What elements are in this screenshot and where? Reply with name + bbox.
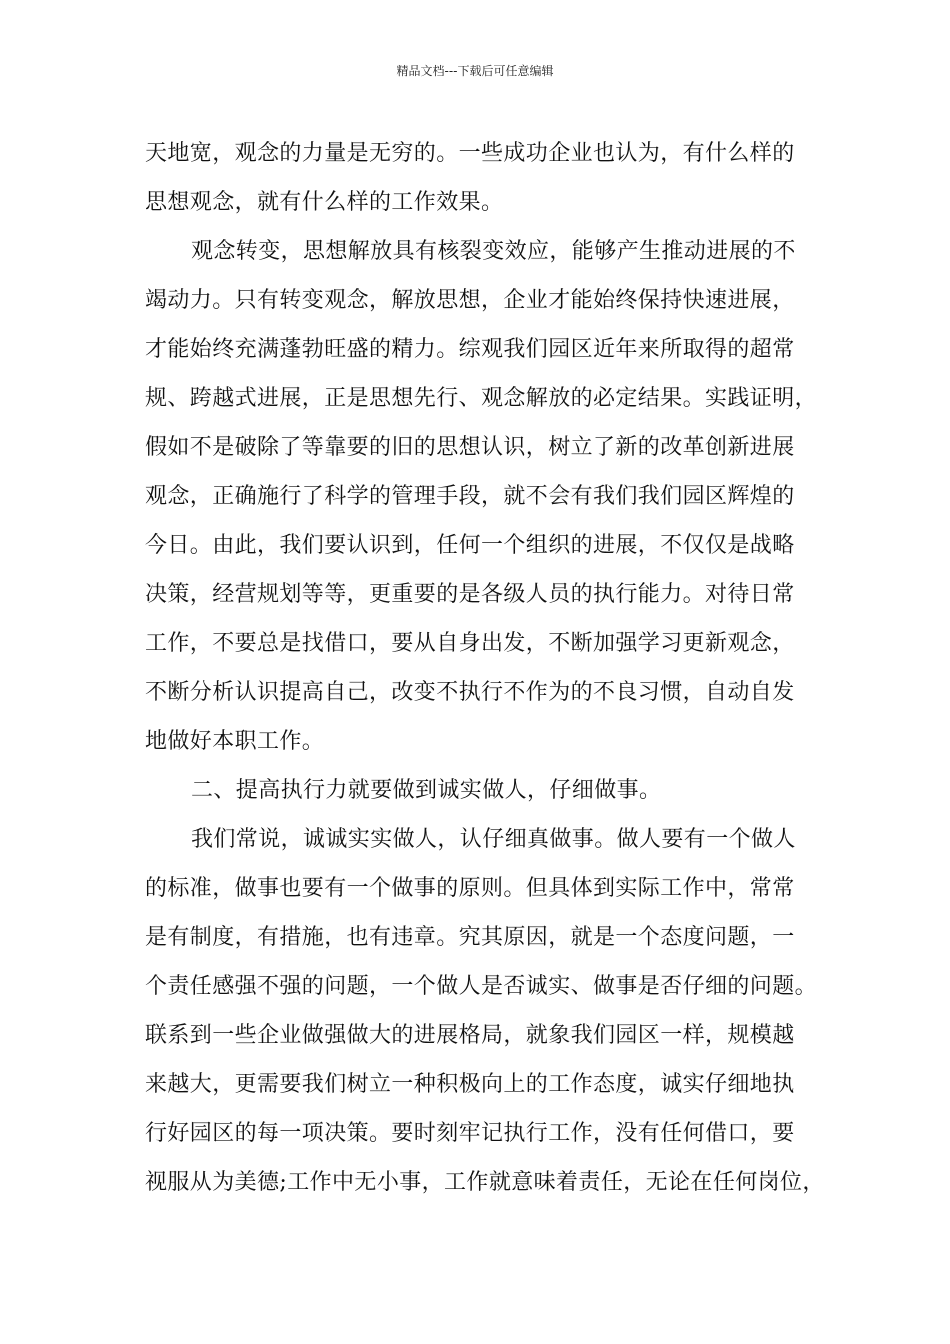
text-line: 规、跨越式进展，正是思想先行、观念解放的必定结果。实践证明，: [145, 386, 818, 411]
text-line: 工作，不要总是找借口，要从自身出发，不断加强学习更新观念，: [145, 631, 795, 656]
text-line: 是有制度，有措施，也有违章。究其原因，就是一个态度问题，一: [145, 925, 795, 950]
section-heading: 二、提高执行力就要做到诚实做人，仔细做事。: [191, 778, 662, 803]
text-line: 观念，正确施行了科学的管理手段，就不会有我们我们园区辉煌的: [145, 484, 795, 509]
text-line: 今日。由此，我们要认识到，任何一个组织的进展，不仅仅是战略: [145, 533, 795, 558]
text-line: 个责任感强不强的问题，一个做人是否诚实、做事是否仔细的问题。: [145, 974, 818, 999]
text-line: 我们常说，诚诚实实做人，认仔细真做事。做人要有一个做人: [191, 827, 796, 852]
text-line: 视服从为美德;工作中无小事，工作就意味着责任，无论在任何岗位，: [145, 1170, 825, 1195]
text-line: 竭动力。只有转变观念，解放思想，企业才能始终保持快速进展，: [145, 288, 795, 313]
text-line: 假如不是破除了等靠要的旧的思想认识，树立了新的改革创新进展: [145, 435, 795, 460]
text-line: 思想观念，就有什么样的工作效果。: [145, 190, 504, 215]
text-line: 的标准，做事也要有一个做事的原则。但具体到实际工作中，常常: [145, 876, 795, 901]
text-line: 地做好本职工作。: [145, 729, 325, 754]
text-line: 联系到一些企业做强做大的进展格局，就象我们园区一样，规模越: [145, 1023, 795, 1048]
text-line: 行好园区的每一项决策。要时刻牢记执行工作，没有任何借口，要: [145, 1121, 795, 1146]
text-line: 来越大，更需要我们树立一种积极向上的工作态度，诚实仔细地执: [145, 1072, 795, 1097]
text-line: 天地宽，观念的力量是无穷的。一些成功企业也认为，有什么样的: [145, 141, 795, 166]
text-line: 观念转变，思想解放具有核裂变效应，能够产生推动进展的不: [191, 239, 796, 264]
text-line: 决策，经营规划等等，更重要的是各级人员的执行能力。对待日常: [145, 582, 795, 607]
document-body: [145, 129, 835, 1207]
text-line: 才能始终充满蓬勃旺盛的精力。综观我们园区近年来所取得的超常: [145, 337, 795, 362]
text-line: 不断分析认识提高自己，改变不执行不作为的不良习惯，自动自发: [145, 680, 795, 705]
page-header: 精品文档---下载后可任意编辑: [396, 64, 554, 78]
